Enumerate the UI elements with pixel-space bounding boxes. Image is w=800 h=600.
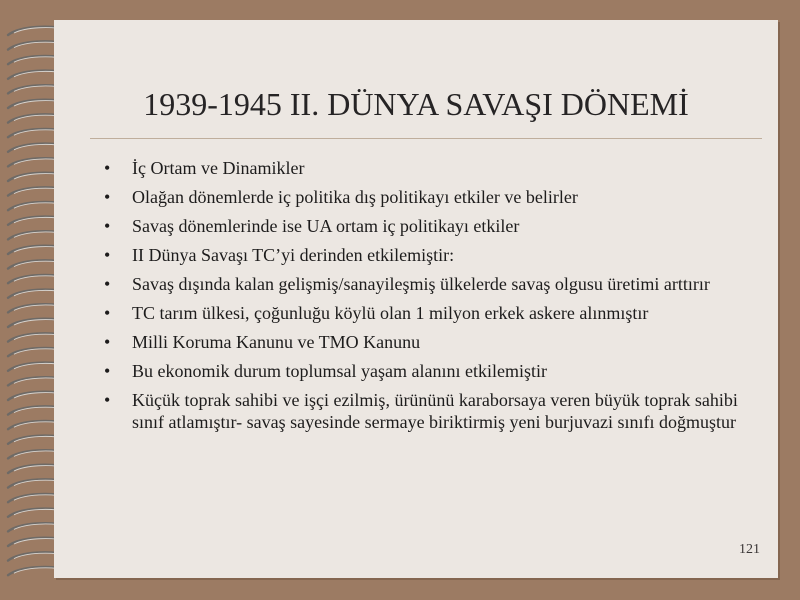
bullet-item	[104, 215, 754, 237]
bullet-item	[104, 331, 754, 353]
bullet-item	[104, 273, 754, 295]
bullet-dot-icon: •	[104, 216, 111, 236]
notebook-page	[54, 20, 778, 578]
bullet-item	[104, 157, 754, 179]
bullet-text: II Dünya Savaşı TC’yi derinden etkilemiştir:	[132, 245, 455, 265]
bullet-text: TC tarım ülkesi, çoğunluğu köylü olan 1 milyon erkek askere alınmıştır	[132, 303, 649, 323]
bullet-dot-icon: •	[104, 187, 111, 207]
bullet-item	[104, 186, 754, 208]
bullet-dot-icon: •	[104, 361, 111, 381]
bullet-text: İç Ortam ve Dinamikler	[132, 158, 305, 178]
bullet-text: Savaş dönemlerinde ise UA ortam iç politikayı etkiler	[132, 216, 520, 236]
bullet-dot-icon: •	[104, 303, 111, 323]
bullet-item	[104, 302, 754, 324]
bullet-dot-icon: •	[104, 332, 111, 352]
page-number: 121	[739, 542, 760, 557]
bullet-text: Olağan dönemlerde iç politika dış politikayı etkiler ve belirler	[132, 187, 578, 207]
slide-title: 1939-1945 II. DÜNYA SAVAŞI DÖNEMİ	[143, 86, 689, 122]
bullet-item	[104, 244, 754, 266]
bullet-text: Bu ekonomik durum toplumsal yaşam alanını etkilemiştir	[132, 361, 547, 381]
title-divider	[90, 138, 762, 139]
bullet-text: Milli Koruma Kanunu ve TMO Kanunu	[132, 332, 421, 352]
bullet-item	[104, 360, 754, 382]
bullet-dot-icon: •	[104, 158, 111, 178]
bullet-text: Savaş dışında kalan gelişmiş/sanayileşmiş ülkelerde savaş olgusu üretimi arttırır	[132, 274, 710, 294]
bullet-item	[104, 389, 754, 433]
bullet-text: Küçük toprak sahibi ve işçi ezilmiş, ürününü karaborsaya veren büyük toprak sahibi sınıf atlamıştır- savaş sayesinde sermaye biriktirmiş yeni burjuvazi sınıfı doğmuştur	[132, 390, 738, 432]
bullet-dot-icon: •	[104, 245, 111, 265]
bullet-dot-icon: •	[104, 274, 111, 294]
bullet-list	[104, 157, 754, 440]
bullet-dot-icon: •	[104, 390, 111, 410]
